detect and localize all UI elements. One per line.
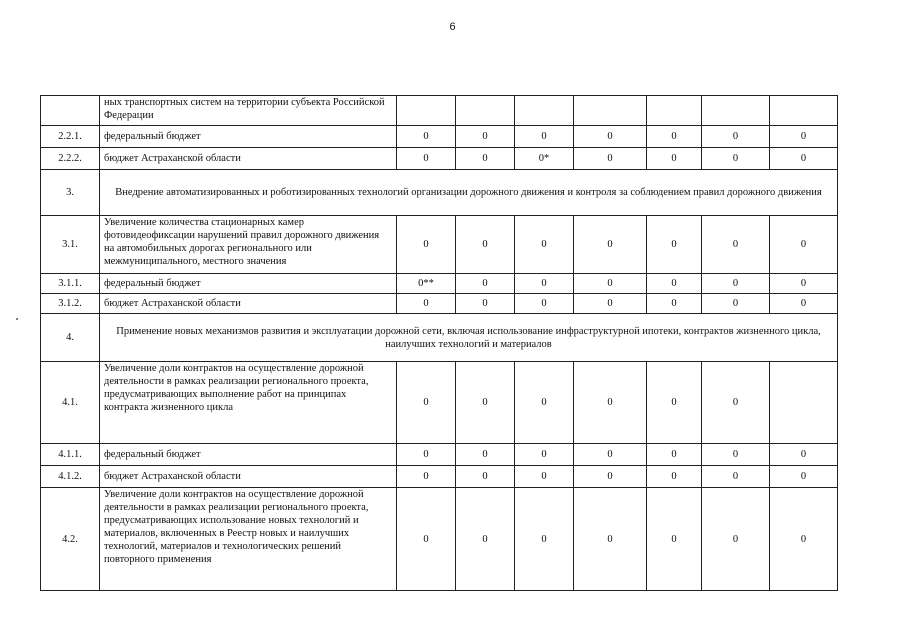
row-name: федеральный бюджет (100, 444, 397, 466)
value-cell: 0 (456, 274, 515, 294)
value-cell: 0 (515, 362, 574, 444)
value-cell (574, 96, 647, 126)
value-cell: 0 (770, 466, 838, 488)
value-cell: 0 (456, 466, 515, 488)
value-cell: 0 (456, 488, 515, 591)
row-name: Увеличение доли контрактов на осуществление дорожной деятельности в рамках реализации регионального проекта, предусматривающих использование новых технологий и материалов, включенных в Реестр новых и наилучших технологий, материалов и технологических решений повторного применения (100, 488, 397, 591)
value-cell: 0 (770, 148, 838, 170)
value-cell: 0 (702, 148, 770, 170)
value-cell: 0 (770, 126, 838, 148)
table-row (41, 444, 838, 466)
value-cell: 0 (647, 362, 702, 444)
row-number: 4. (41, 314, 100, 362)
table-row (41, 274, 838, 294)
value-cell: 0 (647, 148, 702, 170)
row-number: 3.1.1. (41, 274, 100, 294)
section-title: Внедрение автоматизированных и роботизированных технологий организации дорожного движения и контроля за соблюдением правил дорожного движения (100, 170, 838, 216)
value-cell: 0 (456, 294, 515, 314)
value-cell: 0 (397, 216, 456, 274)
value-cell: 0 (574, 216, 647, 274)
value-cell: 0 (456, 444, 515, 466)
value-cell (515, 96, 574, 126)
value-cell: 0 (515, 294, 574, 314)
value-cell: 0 (647, 294, 702, 314)
value-cell: 0 (770, 444, 838, 466)
row-number: 4.2. (41, 488, 100, 591)
value-cell: 0 (702, 488, 770, 591)
page-number: 6 (449, 21, 456, 33)
value-cell: 0 (397, 362, 456, 444)
value-cell: 0 (702, 216, 770, 274)
margin-mark (16, 318, 18, 320)
row-number: 4.1.2. (41, 466, 100, 488)
value-cell: 0 (397, 444, 456, 466)
value-cell: 0 (515, 444, 574, 466)
value-cell (702, 96, 770, 126)
value-cell: 0 (574, 444, 647, 466)
row-number: 2.2.2. (41, 148, 100, 170)
table-row (41, 488, 838, 591)
value-cell: 0 (397, 488, 456, 591)
value-cell (397, 96, 456, 126)
value-cell: 0 (397, 148, 456, 170)
table-row (41, 466, 838, 488)
row-name: бюджет Астраханской области (100, 466, 397, 488)
value-cell: 0 (456, 216, 515, 274)
value-cell: 0 (574, 294, 647, 314)
value-cell: 0 (770, 274, 838, 294)
value-cell: 0 (702, 362, 770, 444)
value-cell: 0 (515, 216, 574, 274)
section-row (41, 314, 838, 362)
row-name: бюджет Астраханской области (100, 148, 397, 170)
value-cell: 0 (574, 126, 647, 148)
value-cell (647, 96, 702, 126)
budget-table (40, 95, 838, 591)
value-cell: 0 (574, 274, 647, 294)
row-name: федеральный бюджет (100, 274, 397, 294)
value-cell: 0 (574, 466, 647, 488)
value-cell: 0* (515, 148, 574, 170)
table-row (41, 216, 838, 274)
value-cell: 0 (515, 466, 574, 488)
value-cell (770, 96, 838, 126)
value-cell: 0 (770, 294, 838, 314)
value-cell: 0 (702, 466, 770, 488)
row-name: ных транспортных систем на территории субъекта Российской Федерации (100, 96, 397, 126)
value-cell: 0 (647, 466, 702, 488)
section-row (41, 170, 838, 216)
section-title: Применение новых механизмов развития и эксплуатации дорожной сети, включая использование инфраструктурной ипотеки, контрактов жизненного цикла, наилучших технологий и материалов (100, 314, 838, 362)
value-cell: 0 (647, 216, 702, 274)
value-cell: 0 (702, 294, 770, 314)
value-cell: 0 (456, 362, 515, 444)
value-cell: 0 (770, 488, 838, 591)
row-number: 4.1. (41, 362, 100, 444)
row-name: бюджет Астраханской области (100, 294, 397, 314)
row-name: Увеличение количества стационарных камер фотовидеофиксации нарушений правил дорожного движения на автомобильных дорогах регионального или межмуниципального, местного значения (100, 216, 397, 274)
row-name: федеральный бюджет (100, 126, 397, 148)
table-row (41, 126, 838, 148)
value-cell: 0 (770, 216, 838, 274)
value-cell: 0** (397, 274, 456, 294)
row-number: 4.1.1. (41, 444, 100, 466)
table-row (41, 96, 838, 126)
value-cell (456, 96, 515, 126)
value-cell: 0 (397, 466, 456, 488)
value-cell: 0 (456, 126, 515, 148)
value-cell: 0 (574, 362, 647, 444)
value-cell: 0 (647, 488, 702, 591)
value-cell (770, 362, 838, 444)
row-number: 2.2.1. (41, 126, 100, 148)
value-cell: 0 (456, 148, 515, 170)
table-row (41, 294, 838, 314)
value-cell: 0 (702, 274, 770, 294)
value-cell: 0 (397, 294, 456, 314)
table-row (41, 362, 838, 444)
value-cell: 0 (647, 274, 702, 294)
row-name: Увеличение доли контрактов на осуществление дорожной деятельности в рамках реализации регионального проекта, предусматривающих выполнение работ на принципах контракта жизненного цикла (100, 362, 397, 444)
value-cell: 0 (702, 444, 770, 466)
value-cell: 0 (515, 488, 574, 591)
row-number: 3.1. (41, 216, 100, 274)
value-cell: 0 (702, 126, 770, 148)
row-number: 3. (41, 170, 100, 216)
value-cell: 0 (574, 488, 647, 591)
value-cell: 0 (515, 126, 574, 148)
value-cell: 0 (515, 274, 574, 294)
row-number: 3.1.2. (41, 294, 100, 314)
value-cell: 0 (647, 444, 702, 466)
value-cell: 0 (647, 126, 702, 148)
value-cell: 0 (397, 126, 456, 148)
row-number (41, 96, 100, 126)
table-row (41, 148, 838, 170)
value-cell: 0 (574, 148, 647, 170)
